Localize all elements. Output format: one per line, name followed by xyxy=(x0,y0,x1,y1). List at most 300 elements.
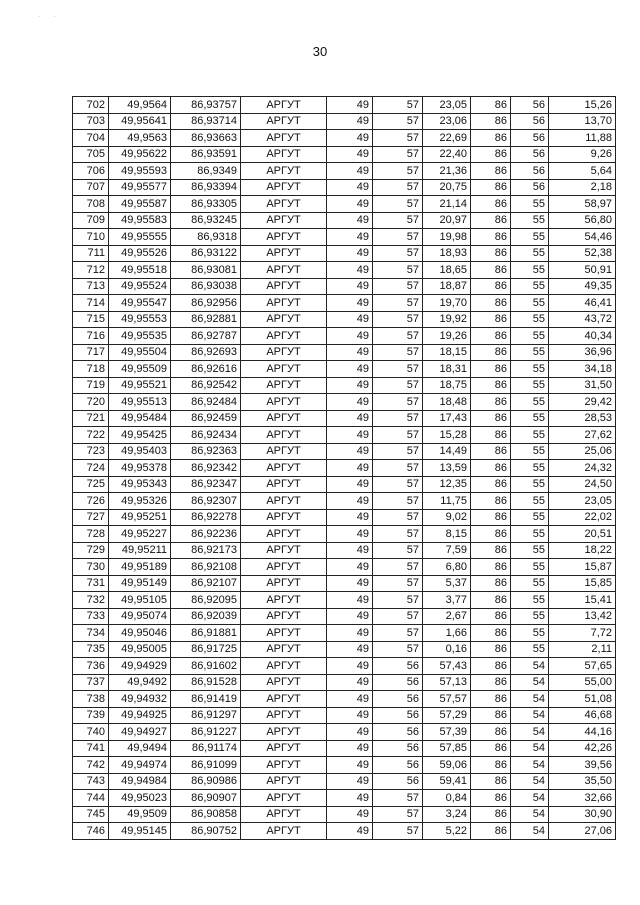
longitude-decimal-cell: 86,92307 xyxy=(171,493,241,510)
longitude-degrees-cell: 86 xyxy=(471,575,511,592)
longitude-decimal-cell: 86,92616 xyxy=(171,361,241,378)
latitude-degrees-cell: 49 xyxy=(327,229,373,246)
object-name-cell: АРГУТ xyxy=(241,674,327,691)
longitude-decimal-cell: 86,92347 xyxy=(171,476,241,493)
table-row xyxy=(73,146,616,163)
longitude-seconds-cell: 54,46 xyxy=(549,229,616,246)
longitude-degrees-cell: 86 xyxy=(471,509,511,526)
latitude-seconds-cell: 13,59 xyxy=(423,460,471,477)
longitude-seconds-cell: 36,96 xyxy=(549,344,616,361)
object-name-cell: АРГУТ xyxy=(241,757,327,774)
longitude-minutes-cell: 55 xyxy=(511,493,549,510)
object-name-cell: АРГУТ xyxy=(241,130,327,147)
latitude-decimal-cell: 49,95524 xyxy=(109,278,171,295)
latitude-seconds-cell: 20,97 xyxy=(423,212,471,229)
latitude-degrees-cell: 49 xyxy=(327,163,373,180)
longitude-degrees-cell: 86 xyxy=(471,278,511,295)
longitude-minutes-cell: 55 xyxy=(511,212,549,229)
longitude-minutes-cell: 54 xyxy=(511,674,549,691)
point-number-cell: 720 xyxy=(73,394,109,411)
point-number-cell: 727 xyxy=(73,509,109,526)
latitude-decimal-cell: 49,94932 xyxy=(109,691,171,708)
latitude-degrees-cell: 49 xyxy=(327,130,373,147)
latitude-decimal-cell: 49,95484 xyxy=(109,410,171,427)
latitude-minutes-cell: 57 xyxy=(373,542,423,559)
longitude-degrees-cell: 86 xyxy=(471,130,511,147)
table-row xyxy=(73,691,616,708)
table-row xyxy=(73,344,616,361)
point-number-cell: 719 xyxy=(73,377,109,394)
longitude-decimal-cell: 86,93245 xyxy=(171,212,241,229)
table-row xyxy=(73,674,616,691)
object-name-cell: АРГУТ xyxy=(241,361,327,378)
longitude-degrees-cell: 86 xyxy=(471,179,511,196)
longitude-degrees-cell: 86 xyxy=(471,493,511,510)
longitude-seconds-cell: 23,05 xyxy=(549,493,616,510)
latitude-degrees-cell: 49 xyxy=(327,476,373,493)
latitude-minutes-cell: 57 xyxy=(373,163,423,180)
table-row xyxy=(73,427,616,444)
point-number-cell: 705 xyxy=(73,146,109,163)
point-number-cell: 739 xyxy=(73,707,109,724)
object-name-cell: АРГУТ xyxy=(241,410,327,427)
longitude-minutes-cell: 54 xyxy=(511,790,549,807)
longitude-degrees-cell: 86 xyxy=(471,212,511,229)
longitude-degrees-cell: 86 xyxy=(471,443,511,460)
object-name-cell: АРГУТ xyxy=(241,641,327,658)
point-number-cell: 746 xyxy=(73,823,109,840)
latitude-seconds-cell: 19,98 xyxy=(423,229,471,246)
longitude-decimal-cell: 86,91297 xyxy=(171,707,241,724)
longitude-decimal-cell: 86,91528 xyxy=(171,674,241,691)
longitude-decimal-cell: 86,92342 xyxy=(171,460,241,477)
longitude-seconds-cell: 52,38 xyxy=(549,245,616,262)
latitude-minutes-cell: 57 xyxy=(373,229,423,246)
longitude-decimal-cell: 86,91602 xyxy=(171,658,241,675)
latitude-degrees-cell: 49 xyxy=(327,691,373,708)
point-number-cell: 711 xyxy=(73,245,109,262)
longitude-degrees-cell: 86 xyxy=(471,592,511,609)
latitude-minutes-cell: 56 xyxy=(373,724,423,741)
latitude-degrees-cell: 49 xyxy=(327,245,373,262)
latitude-minutes-cell: 56 xyxy=(373,773,423,790)
longitude-degrees-cell: 86 xyxy=(471,229,511,246)
point-number-cell: 744 xyxy=(73,790,109,807)
point-number-cell: 732 xyxy=(73,592,109,609)
latitude-minutes-cell: 57 xyxy=(373,526,423,543)
object-name-cell: АРГУТ xyxy=(241,592,327,609)
latitude-decimal-cell: 49,95587 xyxy=(109,196,171,213)
point-number-cell: 707 xyxy=(73,179,109,196)
object-name-cell: АРГУТ xyxy=(241,790,327,807)
latitude-seconds-cell: 23,06 xyxy=(423,113,471,130)
longitude-minutes-cell: 55 xyxy=(511,361,549,378)
latitude-degrees-cell: 49 xyxy=(327,641,373,658)
object-name-cell: АРГУТ xyxy=(241,658,327,675)
object-name-cell: АРГУТ xyxy=(241,179,327,196)
table-row xyxy=(73,707,616,724)
longitude-minutes-cell: 55 xyxy=(511,575,549,592)
latitude-minutes-cell: 57 xyxy=(373,212,423,229)
longitude-seconds-cell: 22,02 xyxy=(549,509,616,526)
longitude-decimal-cell: 86,9318 xyxy=(171,229,241,246)
longitude-decimal-cell: 86,93305 xyxy=(171,196,241,213)
object-name-cell: АРГУТ xyxy=(241,245,327,262)
longitude-seconds-cell: 58,97 xyxy=(549,196,616,213)
latitude-minutes-cell: 57 xyxy=(373,179,423,196)
latitude-seconds-cell: 19,26 xyxy=(423,328,471,345)
latitude-seconds-cell: 12,35 xyxy=(423,476,471,493)
longitude-minutes-cell: 56 xyxy=(511,163,549,180)
point-number-cell: 743 xyxy=(73,773,109,790)
latitude-decimal-cell: 49,95521 xyxy=(109,377,171,394)
longitude-degrees-cell: 86 xyxy=(471,790,511,807)
latitude-decimal-cell: 49,9494 xyxy=(109,740,171,757)
longitude-minutes-cell: 55 xyxy=(511,262,549,279)
latitude-minutes-cell: 57 xyxy=(373,460,423,477)
point-number-cell: 704 xyxy=(73,130,109,147)
latitude-decimal-cell: 49,95518 xyxy=(109,262,171,279)
object-name-cell: АРГУТ xyxy=(241,113,327,130)
longitude-decimal-cell: 86,92107 xyxy=(171,575,241,592)
point-number-cell: 730 xyxy=(73,559,109,576)
point-number-cell: 717 xyxy=(73,344,109,361)
longitude-seconds-cell: 20,51 xyxy=(549,526,616,543)
latitude-seconds-cell: 18,93 xyxy=(423,245,471,262)
latitude-decimal-cell: 49,95622 xyxy=(109,146,171,163)
point-number-cell: 741 xyxy=(73,740,109,757)
table-row xyxy=(73,245,616,262)
longitude-decimal-cell: 86,93714 xyxy=(171,113,241,130)
longitude-degrees-cell: 86 xyxy=(471,245,511,262)
object-name-cell: АРГУТ xyxy=(241,559,327,576)
latitude-decimal-cell: 49,95509 xyxy=(109,361,171,378)
latitude-minutes-cell: 57 xyxy=(373,592,423,609)
point-number-cell: 723 xyxy=(73,443,109,460)
table-row xyxy=(73,641,616,658)
longitude-minutes-cell: 54 xyxy=(511,823,549,840)
longitude-decimal-cell: 86,91881 xyxy=(171,625,241,642)
longitude-decimal-cell: 86,92693 xyxy=(171,344,241,361)
longitude-degrees-cell: 86 xyxy=(471,427,511,444)
table-row xyxy=(73,806,616,823)
longitude-decimal-cell: 86,92484 xyxy=(171,394,241,411)
latitude-seconds-cell: 18,48 xyxy=(423,394,471,411)
longitude-degrees-cell: 86 xyxy=(471,311,511,328)
longitude-minutes-cell: 56 xyxy=(511,146,549,163)
latitude-minutes-cell: 57 xyxy=(373,130,423,147)
longitude-degrees-cell: 86 xyxy=(471,823,511,840)
latitude-seconds-cell: 57,57 xyxy=(423,691,471,708)
longitude-seconds-cell: 55,00 xyxy=(549,674,616,691)
latitude-minutes-cell: 57 xyxy=(373,97,423,114)
object-name-cell: АРГУТ xyxy=(241,262,327,279)
point-number-cell: 706 xyxy=(73,163,109,180)
object-name-cell: АРГУТ xyxy=(241,163,327,180)
latitude-minutes-cell: 57 xyxy=(373,344,423,361)
longitude-minutes-cell: 56 xyxy=(511,97,549,114)
table-row xyxy=(73,575,616,592)
object-name-cell: АРГУТ xyxy=(241,773,327,790)
table-row xyxy=(73,179,616,196)
table-row xyxy=(73,361,616,378)
longitude-degrees-cell: 86 xyxy=(471,559,511,576)
longitude-degrees-cell: 86 xyxy=(471,460,511,477)
longitude-seconds-cell: 46,41 xyxy=(549,295,616,312)
latitude-seconds-cell: 18,65 xyxy=(423,262,471,279)
point-number-cell: 712 xyxy=(73,262,109,279)
latitude-degrees-cell: 49 xyxy=(327,278,373,295)
longitude-seconds-cell: 15,87 xyxy=(549,559,616,576)
latitude-decimal-cell: 49,95555 xyxy=(109,229,171,246)
longitude-decimal-cell: 86,92459 xyxy=(171,410,241,427)
point-number-cell: 716 xyxy=(73,328,109,345)
scan-specks: · · xyxy=(38,14,56,20)
longitude-minutes-cell: 55 xyxy=(511,559,549,576)
longitude-degrees-cell: 86 xyxy=(471,196,511,213)
object-name-cell: АРГУТ xyxy=(241,509,327,526)
longitude-minutes-cell: 55 xyxy=(511,344,549,361)
longitude-degrees-cell: 86 xyxy=(471,674,511,691)
longitude-minutes-cell: 55 xyxy=(511,460,549,477)
latitude-seconds-cell: 11,75 xyxy=(423,493,471,510)
table-row xyxy=(73,823,616,840)
longitude-seconds-cell: 28,53 xyxy=(549,410,616,427)
object-name-cell: АРГУТ xyxy=(241,328,327,345)
object-name-cell: АРГУТ xyxy=(241,460,327,477)
latitude-decimal-cell: 49,95251 xyxy=(109,509,171,526)
longitude-seconds-cell: 51,08 xyxy=(549,691,616,708)
object-name-cell: АРГУТ xyxy=(241,229,327,246)
longitude-decimal-cell: 86,91099 xyxy=(171,757,241,774)
longitude-minutes-cell: 55 xyxy=(511,311,549,328)
longitude-seconds-cell: 42,26 xyxy=(549,740,616,757)
latitude-minutes-cell: 57 xyxy=(373,377,423,394)
latitude-decimal-cell: 49,95547 xyxy=(109,295,171,312)
longitude-minutes-cell: 54 xyxy=(511,757,549,774)
point-number-cell: 738 xyxy=(73,691,109,708)
point-number-cell: 713 xyxy=(73,278,109,295)
longitude-minutes-cell: 55 xyxy=(511,641,549,658)
point-number-cell: 710 xyxy=(73,229,109,246)
longitude-seconds-cell: 40,34 xyxy=(549,328,616,345)
longitude-minutes-cell: 55 xyxy=(511,427,549,444)
longitude-decimal-cell: 86,93663 xyxy=(171,130,241,147)
latitude-decimal-cell: 49,95023 xyxy=(109,790,171,807)
point-number-cell: 736 xyxy=(73,658,109,675)
latitude-seconds-cell: 18,87 xyxy=(423,278,471,295)
latitude-minutes-cell: 57 xyxy=(373,608,423,625)
longitude-seconds-cell: 13,42 xyxy=(549,608,616,625)
longitude-minutes-cell: 54 xyxy=(511,707,549,724)
point-number-cell: 729 xyxy=(73,542,109,559)
latitude-degrees-cell: 49 xyxy=(327,625,373,642)
longitude-seconds-cell: 27,06 xyxy=(549,823,616,840)
longitude-minutes-cell: 55 xyxy=(511,295,549,312)
table-body xyxy=(73,97,616,840)
longitude-decimal-cell: 86,93122 xyxy=(171,245,241,262)
longitude-decimal-cell: 86,92095 xyxy=(171,592,241,609)
longitude-seconds-cell: 49,35 xyxy=(549,278,616,295)
latitude-decimal-cell: 49,95403 xyxy=(109,443,171,460)
object-name-cell: АРГУТ xyxy=(241,493,327,510)
latitude-minutes-cell: 56 xyxy=(373,757,423,774)
object-name-cell: АРГУТ xyxy=(241,526,327,543)
latitude-decimal-cell: 49,95378 xyxy=(109,460,171,477)
longitude-decimal-cell: 86,90752 xyxy=(171,823,241,840)
point-number-cell: 715 xyxy=(73,311,109,328)
object-name-cell: АРГУТ xyxy=(241,823,327,840)
object-name-cell: АРГУТ xyxy=(241,476,327,493)
latitude-decimal-cell: 49,95189 xyxy=(109,559,171,576)
latitude-degrees-cell: 49 xyxy=(327,361,373,378)
longitude-degrees-cell: 86 xyxy=(471,641,511,658)
longitude-minutes-cell: 56 xyxy=(511,113,549,130)
longitude-decimal-cell: 86,90858 xyxy=(171,806,241,823)
longitude-degrees-cell: 86 xyxy=(471,757,511,774)
longitude-seconds-cell: 7,72 xyxy=(549,625,616,642)
latitude-decimal-cell: 49,95046 xyxy=(109,625,171,642)
latitude-degrees-cell: 49 xyxy=(327,493,373,510)
longitude-seconds-cell: 57,65 xyxy=(549,658,616,675)
longitude-decimal-cell: 86,92542 xyxy=(171,377,241,394)
latitude-seconds-cell: 21,36 xyxy=(423,163,471,180)
latitude-seconds-cell: 18,31 xyxy=(423,361,471,378)
longitude-seconds-cell: 24,50 xyxy=(549,476,616,493)
latitude-minutes-cell: 57 xyxy=(373,361,423,378)
latitude-degrees-cell: 49 xyxy=(327,212,373,229)
longitude-minutes-cell: 54 xyxy=(511,806,549,823)
longitude-seconds-cell: 13,70 xyxy=(549,113,616,130)
longitude-minutes-cell: 55 xyxy=(511,625,549,642)
latitude-degrees-cell: 49 xyxy=(327,146,373,163)
table-row xyxy=(73,328,616,345)
table-row xyxy=(73,476,616,493)
latitude-degrees-cell: 49 xyxy=(327,262,373,279)
coordinates-table xyxy=(72,96,616,840)
latitude-minutes-cell: 57 xyxy=(373,790,423,807)
point-number-cell: 745 xyxy=(73,806,109,823)
latitude-degrees-cell: 49 xyxy=(327,328,373,345)
longitude-minutes-cell: 55 xyxy=(511,394,549,411)
object-name-cell: АРГУТ xyxy=(241,146,327,163)
longitude-seconds-cell: 39,56 xyxy=(549,757,616,774)
latitude-degrees-cell: 49 xyxy=(327,757,373,774)
latitude-seconds-cell: 5,37 xyxy=(423,575,471,592)
longitude-decimal-cell: 86,92039 xyxy=(171,608,241,625)
latitude-decimal-cell: 49,95074 xyxy=(109,608,171,625)
point-number-cell: 728 xyxy=(73,526,109,543)
latitude-minutes-cell: 57 xyxy=(373,196,423,213)
latitude-decimal-cell: 49,94984 xyxy=(109,773,171,790)
latitude-degrees-cell: 49 xyxy=(327,460,373,477)
longitude-decimal-cell: 86,90907 xyxy=(171,790,241,807)
latitude-degrees-cell: 49 xyxy=(327,295,373,312)
latitude-degrees-cell: 49 xyxy=(327,179,373,196)
latitude-degrees-cell: 49 xyxy=(327,196,373,213)
longitude-decimal-cell: 86,93394 xyxy=(171,179,241,196)
latitude-degrees-cell: 49 xyxy=(327,707,373,724)
longitude-degrees-cell: 86 xyxy=(471,658,511,675)
longitude-minutes-cell: 55 xyxy=(511,328,549,345)
longitude-decimal-cell: 86,92236 xyxy=(171,526,241,543)
latitude-minutes-cell: 56 xyxy=(373,658,423,675)
longitude-minutes-cell: 55 xyxy=(511,196,549,213)
longitude-degrees-cell: 86 xyxy=(471,295,511,312)
latitude-seconds-cell: 22,69 xyxy=(423,130,471,147)
longitude-minutes-cell: 55 xyxy=(511,476,549,493)
table-row xyxy=(73,740,616,757)
latitude-minutes-cell: 56 xyxy=(373,707,423,724)
longitude-seconds-cell: 18,22 xyxy=(549,542,616,559)
table-row xyxy=(73,608,616,625)
longitude-decimal-cell: 86,9349 xyxy=(171,163,241,180)
latitude-seconds-cell: 8,15 xyxy=(423,526,471,543)
longitude-degrees-cell: 86 xyxy=(471,328,511,345)
object-name-cell: АРГУТ xyxy=(241,608,327,625)
latitude-degrees-cell: 49 xyxy=(327,658,373,675)
longitude-degrees-cell: 86 xyxy=(471,113,511,130)
latitude-decimal-cell: 49,95583 xyxy=(109,212,171,229)
latitude-degrees-cell: 49 xyxy=(327,394,373,411)
page-number: 30 xyxy=(312,44,328,59)
longitude-seconds-cell: 46,68 xyxy=(549,707,616,724)
longitude-decimal-cell: 86,90986 xyxy=(171,773,241,790)
latitude-seconds-cell: 57,39 xyxy=(423,724,471,741)
table-row xyxy=(73,658,616,675)
longitude-minutes-cell: 55 xyxy=(511,608,549,625)
latitude-degrees-cell: 49 xyxy=(327,113,373,130)
latitude-seconds-cell: 2,67 xyxy=(423,608,471,625)
latitude-seconds-cell: 15,28 xyxy=(423,427,471,444)
longitude-decimal-cell: 86,92881 xyxy=(171,311,241,328)
point-number-cell: 735 xyxy=(73,641,109,658)
latitude-minutes-cell: 57 xyxy=(373,394,423,411)
longitude-seconds-cell: 43,72 xyxy=(549,311,616,328)
latitude-decimal-cell: 49,95343 xyxy=(109,476,171,493)
latitude-minutes-cell: 56 xyxy=(373,691,423,708)
latitude-seconds-cell: 23,05 xyxy=(423,97,471,114)
latitude-degrees-cell: 49 xyxy=(327,674,373,691)
latitude-minutes-cell: 57 xyxy=(373,575,423,592)
table-row xyxy=(73,592,616,609)
latitude-seconds-cell: 18,75 xyxy=(423,377,471,394)
table-row xyxy=(73,460,616,477)
latitude-seconds-cell: 21,14 xyxy=(423,196,471,213)
object-name-cell: АРГУТ xyxy=(241,311,327,328)
latitude-minutes-cell: 57 xyxy=(373,493,423,510)
latitude-degrees-cell: 49 xyxy=(327,427,373,444)
longitude-degrees-cell: 86 xyxy=(471,394,511,411)
table-row xyxy=(73,278,616,295)
latitude-decimal-cell: 49,94974 xyxy=(109,757,171,774)
longitude-degrees-cell: 86 xyxy=(471,344,511,361)
latitude-seconds-cell: 6,80 xyxy=(423,559,471,576)
point-number-cell: 703 xyxy=(73,113,109,130)
point-number-cell: 709 xyxy=(73,212,109,229)
latitude-decimal-cell: 49,9492 xyxy=(109,674,171,691)
table-row xyxy=(73,163,616,180)
longitude-decimal-cell: 86,91725 xyxy=(171,641,241,658)
object-name-cell: АРГУТ xyxy=(241,196,327,213)
latitude-seconds-cell: 22,40 xyxy=(423,146,471,163)
latitude-seconds-cell: 19,92 xyxy=(423,311,471,328)
longitude-minutes-cell: 55 xyxy=(511,443,549,460)
longitude-minutes-cell: 54 xyxy=(511,658,549,675)
latitude-degrees-cell: 49 xyxy=(327,790,373,807)
longitude-seconds-cell: 15,85 xyxy=(549,575,616,592)
longitude-decimal-cell: 86,92108 xyxy=(171,559,241,576)
